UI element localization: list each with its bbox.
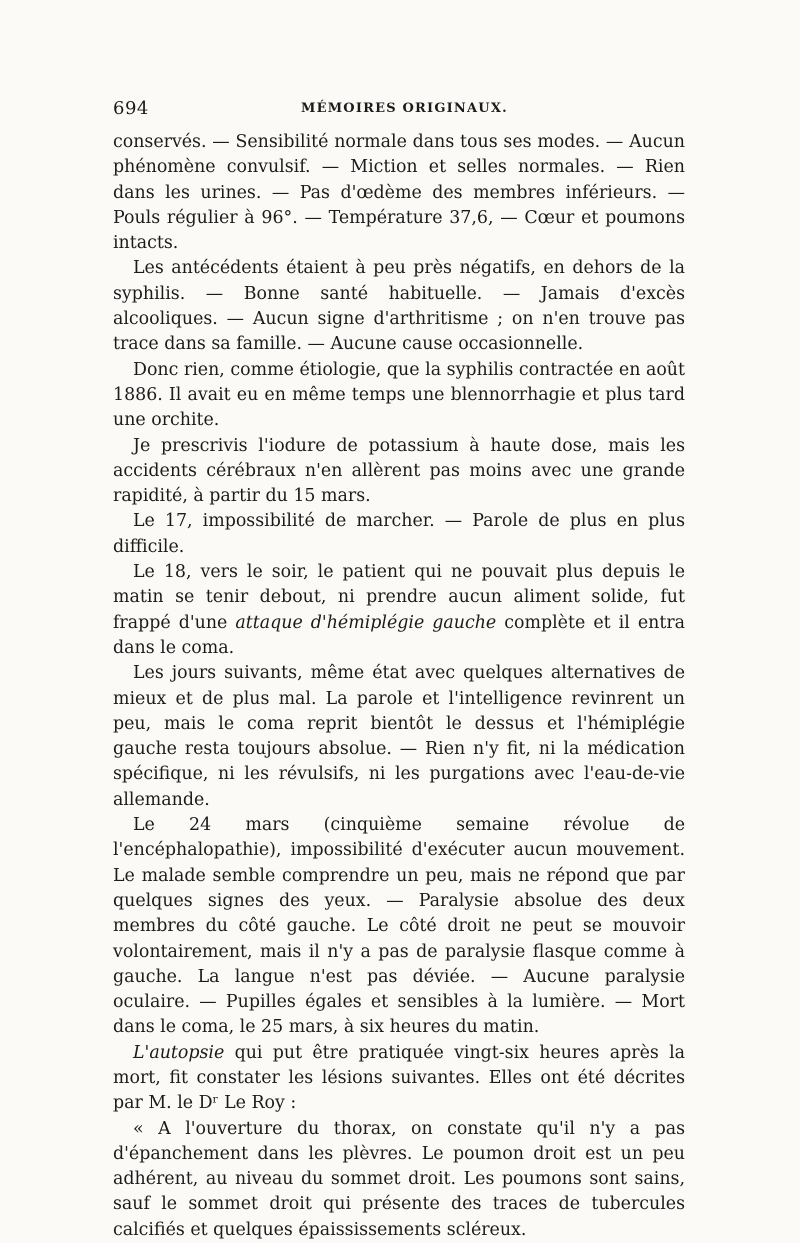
paragraph — [113, 1117, 685, 1243]
page-number: 694 — [113, 98, 149, 119]
paragraph — [113, 813, 685, 1041]
text-run: Les antécédents étaient à peu près négatifs, en dehors de la syphilis. — Bonne santé habituelle. — Jamais d'excès alcooliques. — Aucun signe d'arthritisme ; on n'en trouve pas trace dans sa famille. — Aucune cause occasionnelle. — [113, 258, 685, 355]
paragraph — [113, 661, 685, 813]
text-run: Le 24 mars (cinquième semaine révolue de l'encéphalopathie), impossibilité d'exécuter aucun mouvement. Le malade semble comprendre un peu, mais ne répond que par quelques signes des yeux. — Paralysie absolue des deux membres du côté gauche. Le côté droit ne peut se mouvoir volontairement, mais il n'y a pas de paralysie flasque comme à gauche. La langue n'est pas déviée. — Aucune paralysie oculaire. — Pupilles égales et sensibles à la lumière. — Mort dans le coma, le 25 mars, à six heures du matin. — [113, 815, 685, 1038]
text-run: Les jours suivants, même état avec quelques alternatives de mieux et de plus mal. La parole et l'intelligence revinrent un peu, mais le coma reprit bientôt le dessus et l'hémiplégie gauche resta toujours absolue. — Rien n'y fit, ni la médication spécifique, ni les révulsifs, ni les purgations avec l'eau-de-vie allemande. — [113, 663, 685, 810]
paragraph — [113, 256, 685, 357]
body-text — [113, 130, 685, 1243]
text-run: Je prescrivis l'iodure de potassium à haute dose, mais les accidents cérébraux n'en allèrent pas moins avec une grande rapidité, à partir du 15 mars. — [113, 435, 685, 507]
paragraph — [113, 509, 685, 560]
text-run: complète et il entra dans le coma. — [113, 612, 685, 658]
italic-text: attaque d'hémiplégie gauche — [235, 612, 497, 633]
paragraph — [113, 358, 685, 434]
text-run: Le 18, vers le soir, le patient qui ne pouvait plus depuis le matin se tenir debout, ni prendre aucun aliment solide, fut frappé d'une — [113, 562, 685, 633]
paragraph — [113, 434, 685, 510]
text-run: « A l'ouverture du thorax, on constate qu'il n'y a pas d'épanchement dans les plèvres. Le poumon droit est un peu adhérent, au niveau du sommet droit. Les poumons sont sains, sauf le sommet droit qui présente des traces de tubercules calcifiés et quelques épaississements scléreux. — [113, 1118, 685, 1240]
paragraph — [113, 560, 685, 661]
running-title: MÉMOIRES ORIGINAUX. — [301, 101, 508, 116]
paragraph — [113, 1041, 685, 1117]
text-run: Donc rien, comme étiologie, que la syphilis contractée en août 1886. Il avait eu en même temps une blennorrhagie et plus tard une orchite. — [113, 359, 685, 431]
paragraph — [113, 130, 685, 256]
italic-text: L'autopsie — [133, 1042, 225, 1063]
page-header — [113, 98, 683, 122]
text-run: conservés. — Sensibilité normale dans tous ses modes. — Aucun phénomène convulsif. — Miction et selles normales. — Rien dans les urines. — Pas d'œdème des membres inférieurs. — Pouls régulier à 96°. — Température 37,6, — Cœur et poumons intacts. — [113, 132, 685, 254]
text-run: Le 17, impossibilité de marcher. — Parole de plus en plus difficile. — [113, 511, 685, 557]
text-run: qui put être pratiquée vingt-six heures après la mort, fit constater les lésions suivantes. Elles ont été décrites par M. le Dʳ Le Roy : — [113, 1042, 685, 1114]
